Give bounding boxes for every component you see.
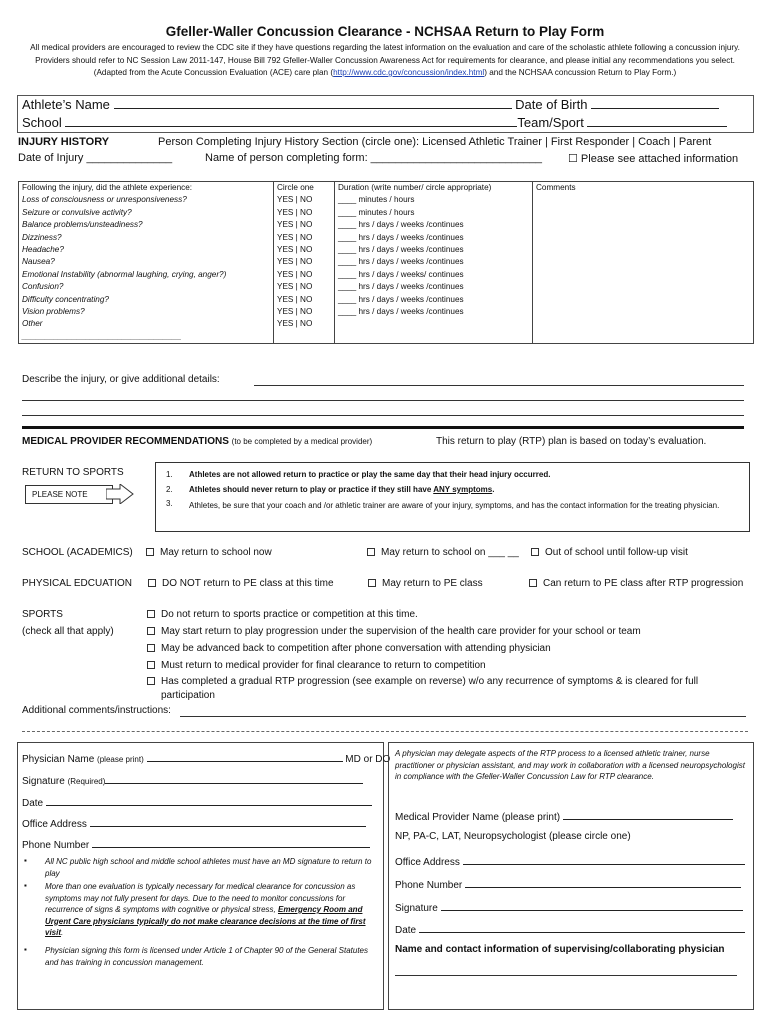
pe-opt-2[interactable]: May return to PE class	[368, 578, 483, 589]
signature-row: Signature (Required)	[22, 772, 363, 787]
school-field[interactable]	[65, 115, 517, 127]
checkbox-icon	[148, 579, 156, 587]
table-cell: Balance problems/unsteadiness?	[19, 219, 274, 231]
provider-signature-row: Signature	[395, 899, 743, 914]
sports-opt-3[interactable]: May be advanced back to competition after phone conversation with attending physician	[147, 643, 551, 654]
note-2-num: 2.	[166, 485, 173, 494]
table-cell[interactable]: ____ hrs / days / weeks /continues	[335, 244, 533, 256]
table-cell: Difficulty concentrating?	[19, 294, 274, 306]
name-completing[interactable]: Name of person completing form: ____________________________	[205, 152, 542, 164]
cdc-link[interactable]: http://www.cdc.gov/concussion/index.html	[333, 68, 485, 77]
dob-field[interactable]	[591, 97, 719, 109]
athlete-name-row: Athlete’s Name Date of Birth	[22, 97, 719, 112]
note-3-num: 3.	[166, 499, 173, 508]
checkbox-icon	[146, 548, 154, 556]
table-cell[interactable]: YES | NO	[274, 207, 335, 219]
arrow-right-icon	[106, 484, 134, 504]
table-cell[interactable]: YES | NO	[274, 244, 335, 256]
school-opt-3[interactable]: Out of school until follow-up visit	[531, 547, 688, 558]
medical-heading-note: (to be completed by a medical provider)	[231, 437, 373, 446]
table-cell: Vision problems?	[19, 306, 274, 318]
note-3: Athletes, be sure that your coach and /or athletic trainer are aware of your injury, symptoms, and has the contact information for the treating physician.	[189, 501, 720, 510]
sports-opt-2[interactable]: May start return to play progression under the supervision of the health care provider for your school or team	[147, 626, 641, 637]
table-cell: Other	[19, 318, 274, 330]
table-cell[interactable]: YES | NO	[274, 232, 335, 244]
checkbox-icon	[531, 548, 539, 556]
school-academics-label: SCHOOL (ACADEMICS)	[22, 547, 133, 558]
checkbox-icon	[147, 677, 155, 685]
sports-opt-5[interactable]: Has completed a gradual RTP progression (see example on reverse) w/o any recurrence of symptoms & is cleared for full	[147, 676, 698, 687]
bullet-icon: ▪	[24, 856, 27, 865]
physician-phone-field[interactable]	[92, 836, 370, 848]
table-cell[interactable]	[533, 219, 754, 231]
table-cell[interactable]: ____ hrs / days / weeks /continues	[335, 281, 533, 293]
table-cell[interactable]: ____ hrs / days / weeks /continues	[335, 232, 533, 244]
office-row: Office Address	[22, 815, 366, 830]
table-row	[19, 269, 754, 281]
provider-date-field[interactable]	[419, 921, 745, 933]
table-cell[interactable]: ____ hrs / days / weeks /continues	[335, 256, 533, 268]
physician-office-field[interactable]	[90, 815, 366, 827]
checkbox-icon	[147, 644, 155, 652]
sports-opt-4[interactable]: Must return to medical provider for final clearance to return to competition	[147, 660, 486, 671]
supervising-contact-label: Name and contact information of supervising/collaborating physician	[395, 944, 725, 955]
pe-opt-1[interactable]: DO NOT return to PE class at this time	[148, 578, 334, 589]
table-cell[interactable]: ____ minutes / hours	[335, 207, 533, 219]
table-cell[interactable]: ____ hrs / days / weeks /continues	[335, 294, 533, 306]
table-cell[interactable]	[533, 281, 754, 293]
additional-comments-line[interactable]	[180, 716, 746, 717]
symptom-table	[18, 181, 754, 344]
describe-line-2[interactable]	[22, 400, 744, 401]
table-cell[interactable]: YES | NO	[274, 318, 335, 330]
table-header-row	[19, 182, 754, 195]
table-row	[19, 318, 754, 330]
bullet-icon: ▪	[24, 881, 27, 890]
describe-line-1[interactable]	[254, 385, 744, 386]
table-row	[19, 294, 754, 306]
pe-opt-3[interactable]: Can return to PE class after RTP progression	[529, 578, 743, 589]
table-cell[interactable]	[335, 331, 533, 344]
form-title: Gfeller-Waller Concussion Clearance - NCHSAA Return to Play Form	[165, 24, 605, 39]
describe-label: Describe the injury, or give additional details:	[22, 374, 220, 385]
table-cell: Nausea?	[19, 256, 274, 268]
please-note-arrow: PLEASE NOTE	[25, 485, 113, 504]
person-completing: Person Completing Injury History Section (circle one): Licensed Athletic Trainer | First Responder | Coach | Parent	[158, 136, 712, 148]
note-1: Athletes are not allowed return to practice or play the same day that their head injury occurred.	[189, 470, 551, 479]
provider-name-row: Medical Provider Name (please print)	[395, 808, 733, 823]
medical-heading: MEDICAL PROVIDER RECOMMENDATIONS	[22, 436, 229, 447]
bullet-3: Physician signing this form is licensed under Article 1 of Chapter 90 of the General Statutes and has training in concussion management.	[45, 946, 368, 967]
table-cell: Seizure or convulsive activity?	[19, 207, 274, 219]
school-row: School Team/Sport	[22, 115, 727, 130]
bullet-icon: ▪	[24, 945, 27, 954]
table-cell[interactable]	[533, 244, 754, 256]
see-attached-checkbox[interactable]: ☐ Please see attached information	[568, 153, 739, 165]
date-of-injury[interactable]: Date of Injury ______________	[18, 152, 173, 164]
table-cell: Headache?	[19, 244, 274, 256]
table-cell[interactable]	[274, 331, 335, 344]
checkbox-icon	[147, 661, 155, 669]
athlete-name-field[interactable]	[114, 97, 512, 109]
checkbox-icon	[367, 548, 375, 556]
table-cell[interactable]: ____ minutes / hours	[335, 194, 533, 206]
table-header-cell: Following the injury, did the athlete experience:	[19, 182, 274, 195]
delegate-note: A physician may delegate aspects of the RTP process to a licensed athletic trainer, nurse practitioner or physician assistant, and may work in collaboration with a licensed neuropsychologist in compliance with the Gfeller-Waller Concussion Law for RTP clearance.	[395, 749, 745, 781]
table-cell[interactable]: YES | NO	[274, 194, 335, 206]
sports-opt-1[interactable]: Do not return to sports practice or competition at this time.	[147, 609, 418, 620]
table-cell[interactable]	[533, 232, 754, 244]
table-cell: ___________________________________	[19, 331, 274, 344]
note-1-num: 1.	[166, 470, 173, 479]
provider-phone-row: Phone Number	[395, 876, 741, 891]
table-cell[interactable]	[533, 318, 754, 330]
sports-label: SPORTS	[22, 609, 63, 620]
table-cell: Loss of consciousness or unresponsiveness?	[19, 194, 274, 206]
section-divider	[22, 426, 744, 429]
table-row	[19, 194, 754, 206]
provider-office-field[interactable]	[463, 853, 745, 865]
intro-text: All medical providers are encouraged to review the CDC site if they have questions regarding the latest information on the evaluation and care of the scholastic athlete following a concussion injury. Providers should refer to NC Session Law 2011-147, House Bill 792 Gfeller-Waller Concussion Awareness Act for requirements for clearance, and please initial any recommendations you select. (Adapted from the Acute Concussion Evaluation (ACE) care plan (http://www.cdc.gov/concussion/index.html) and the NCHSAA concussion Return to Play Form.)	[30, 43, 740, 77]
table-row	[19, 232, 754, 244]
table-row	[19, 256, 754, 268]
physician-signature-field[interactable]	[105, 772, 363, 784]
table-header-cell: Comments	[533, 182, 754, 195]
physician-name-field[interactable]	[147, 750, 343, 762]
table-cell[interactable]: ____ hrs / days / weeks/ continues	[335, 269, 533, 281]
checkbox-icon	[147, 610, 155, 618]
sports-opt-5-cont: participation	[161, 690, 215, 701]
table-cell[interactable]: YES | NO	[274, 306, 335, 318]
dashed-divider	[22, 731, 748, 732]
provider-name-field[interactable]	[563, 808, 733, 820]
bullet-1: All NC public high school and middle school athletes must have an MD signature to return to play	[45, 857, 372, 878]
describe-line-3[interactable]	[22, 415, 744, 416]
rtp-note: This return to play (RTP) plan is based on today’s evaluation.	[436, 436, 707, 447]
provider-phone-field[interactable]	[465, 876, 741, 888]
table-header-cell: Duration (write number/ circle appropriate)	[335, 182, 533, 195]
additional-comments-label: Additional comments/instructions:	[22, 705, 171, 716]
table-header-cell: Circle one	[274, 182, 335, 195]
provider-date-row: Date	[395, 921, 745, 936]
table-cell[interactable]	[533, 207, 754, 219]
table-cell[interactable]	[533, 331, 754, 344]
note-2: Athletes should never return to play or practice if they still have ANY symptoms.	[189, 485, 495, 494]
school-opt-1[interactable]: May return to school now	[146, 547, 272, 558]
provider-signature-field[interactable]	[441, 899, 743, 911]
table-cell[interactable]	[533, 194, 754, 206]
bullet-2: More than one evaluation is typically necessary for medical clearance for concussion as symptoms may not fully present for days. Due to the need to monitor concussions for recurrence of signs & symptoms with cognitive or physical stress, Emergency Room and Urgent Care physicians typically do not make clearance decisions at the time of first visit.	[45, 882, 366, 937]
table-cell: Dizziness?	[19, 232, 274, 244]
return-to-sports-label: RETURN TO SPORTS	[22, 467, 124, 478]
injury-history-heading: INJURY HISTORY	[18, 136, 110, 148]
checkbox-icon	[147, 627, 155, 635]
physician-name-row: Physician Name (please print) MD or DO	[22, 750, 390, 765]
checkbox-icon	[529, 579, 537, 587]
table-row	[19, 306, 754, 318]
table-row	[19, 244, 754, 256]
table-cell[interactable]: YES | NO	[274, 269, 335, 281]
table-cell[interactable]: YES | NO	[274, 219, 335, 231]
team-field[interactable]	[587, 115, 727, 127]
date-row: Date	[22, 794, 372, 809]
table-row	[19, 281, 754, 293]
phone-row: Phone Number	[22, 836, 370, 851]
table-cell[interactable]: ____ hrs / days / weeks /continues	[335, 306, 533, 318]
medical-heading-row	[22, 436, 372, 447]
physician-date-field[interactable]	[46, 794, 372, 806]
provider-office-row: Office Address	[395, 853, 745, 868]
table-cell[interactable]: YES | NO	[274, 294, 335, 306]
table-cell[interactable]: ____ hrs / days / weeks /continues	[335, 219, 533, 231]
table-cell: Emotional Instability (abnormal laughing, crying, anger?)	[19, 269, 274, 281]
table-cell[interactable]	[533, 269, 754, 281]
credential-circle[interactable]: NP, PA-C, LAT, Neuropsychologist (please circle one)	[395, 831, 631, 842]
table-cell: Confusion?	[19, 281, 274, 293]
checkbox-icon	[368, 579, 376, 587]
table-row	[19, 331, 754, 344]
supervising-contact-line[interactable]	[395, 975, 737, 976]
table-cell[interactable]	[335, 318, 533, 330]
table-cell[interactable]: YES | NO	[274, 256, 335, 268]
table-row	[19, 207, 754, 219]
table-row	[19, 219, 754, 231]
school-opt-2[interactable]: May return to school on ___ __	[367, 547, 519, 558]
sports-sub-label: (check all that apply)	[22, 626, 114, 637]
table-cell[interactable]	[533, 256, 754, 268]
table-cell[interactable]	[533, 306, 754, 318]
table-cell[interactable]	[533, 294, 754, 306]
table-cell[interactable]: YES | NO	[274, 281, 335, 293]
pe-label: PHYSICAL EDCUATION	[22, 578, 133, 589]
